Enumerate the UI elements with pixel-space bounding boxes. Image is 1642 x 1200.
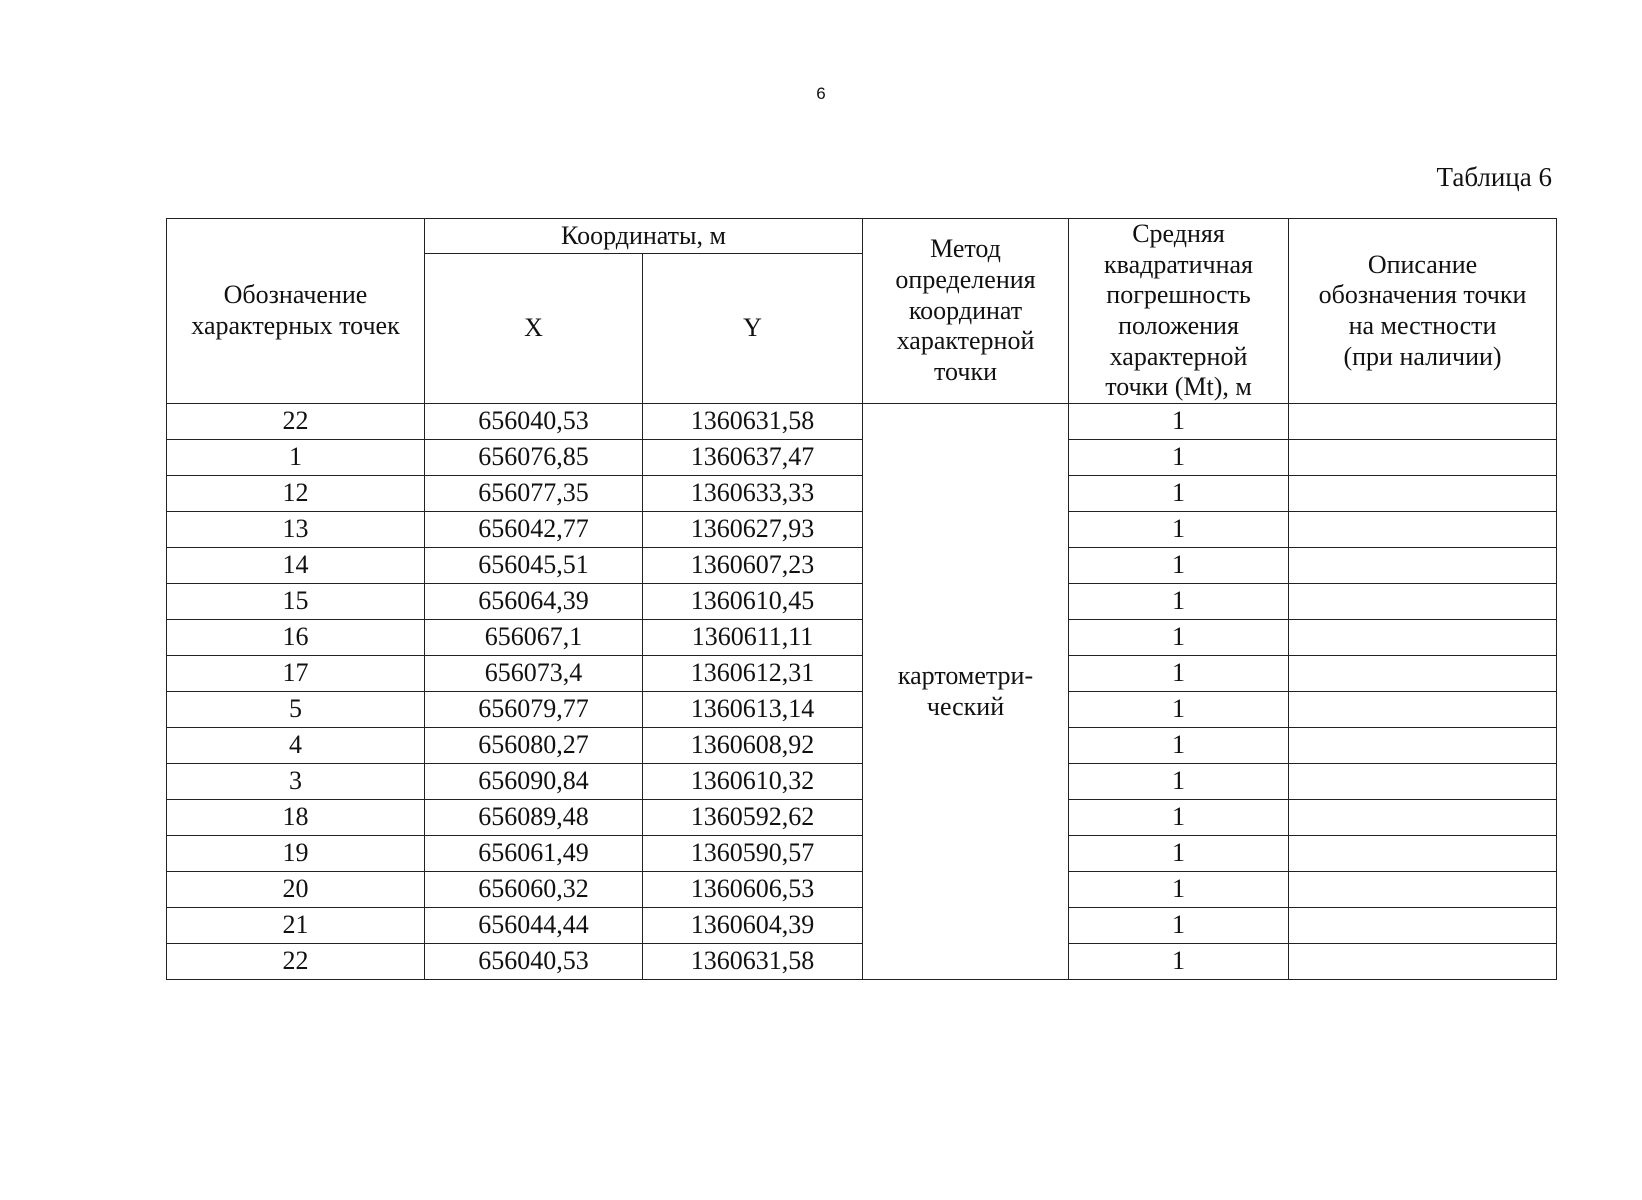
cell-description bbox=[1289, 548, 1557, 584]
table-row bbox=[167, 584, 1557, 620]
cell-description bbox=[1289, 836, 1557, 872]
cell-description bbox=[1289, 476, 1557, 512]
cell-y: 1360610,32 bbox=[643, 764, 863, 800]
cell-y: 1360613,14 bbox=[643, 692, 863, 728]
table-caption: Таблица 6 bbox=[1436, 162, 1552, 192]
cell-x: 656077,35 bbox=[425, 476, 643, 512]
cell-method: картометри- ческий bbox=[863, 404, 1069, 980]
cell-point: 14 bbox=[167, 548, 425, 584]
cell-y: 1360631,58 bbox=[643, 944, 863, 980]
header-method: Метод определения координат характерной точки bbox=[863, 219, 1069, 404]
cell-y: 1360590,57 bbox=[643, 836, 863, 872]
cell-description bbox=[1289, 944, 1557, 980]
cell-x: 656064,39 bbox=[425, 584, 643, 620]
cell-mt: 1 bbox=[1069, 764, 1289, 800]
cell-y: 1360631,58 bbox=[643, 404, 863, 440]
header-coordinates: Координаты, м bbox=[425, 219, 863, 254]
cell-y: 1360611,11 bbox=[643, 620, 863, 656]
cell-description bbox=[1289, 512, 1557, 548]
cell-mt: 1 bbox=[1069, 656, 1289, 692]
cell-point: 17 bbox=[167, 656, 425, 692]
cell-point: 16 bbox=[167, 620, 425, 656]
cell-mt: 1 bbox=[1069, 692, 1289, 728]
header-point-designation: Обозначение характерных точек bbox=[167, 219, 425, 404]
cell-x: 656080,27 bbox=[425, 728, 643, 764]
cell-x: 656073,4 bbox=[425, 656, 643, 692]
cell-x: 656045,51 bbox=[425, 548, 643, 584]
cell-mt: 1 bbox=[1069, 440, 1289, 476]
cell-point: 19 bbox=[167, 836, 425, 872]
cell-point: 20 bbox=[167, 872, 425, 908]
table-row bbox=[167, 548, 1557, 584]
cell-point: 22 bbox=[167, 404, 425, 440]
table-row bbox=[167, 440, 1557, 476]
cell-mt: 1 bbox=[1069, 908, 1289, 944]
cell-description bbox=[1289, 764, 1557, 800]
cell-x: 656060,32 bbox=[425, 872, 643, 908]
table-row bbox=[167, 800, 1557, 836]
page-number: 6 bbox=[816, 84, 826, 103]
header-x: X bbox=[425, 254, 643, 404]
table-row bbox=[167, 764, 1557, 800]
cell-mt: 1 bbox=[1069, 404, 1289, 440]
header-y: Y bbox=[643, 254, 863, 404]
table-row bbox=[167, 836, 1557, 872]
cell-description bbox=[1289, 872, 1557, 908]
cell-y: 1360592,62 bbox=[643, 800, 863, 836]
cell-y: 1360633,33 bbox=[643, 476, 863, 512]
table-row bbox=[167, 908, 1557, 944]
cell-x: 656044,44 bbox=[425, 908, 643, 944]
cell-mt: 1 bbox=[1069, 548, 1289, 584]
cell-y: 1360604,39 bbox=[643, 908, 863, 944]
table-row bbox=[167, 476, 1557, 512]
cell-mt: 1 bbox=[1069, 836, 1289, 872]
cell-y: 1360607,23 bbox=[643, 548, 863, 584]
cell-description bbox=[1289, 656, 1557, 692]
cell-description bbox=[1289, 404, 1557, 440]
cell-y: 1360627,93 bbox=[643, 512, 863, 548]
cell-point: 18 bbox=[167, 800, 425, 836]
cell-mt: 1 bbox=[1069, 728, 1289, 764]
cell-x: 656089,48 bbox=[425, 800, 643, 836]
cell-description bbox=[1289, 800, 1557, 836]
cell-x: 656042,77 bbox=[425, 512, 643, 548]
cell-mt: 1 bbox=[1069, 944, 1289, 980]
table-row bbox=[167, 512, 1557, 548]
cell-point: 3 bbox=[167, 764, 425, 800]
table-row bbox=[167, 944, 1557, 980]
cell-point: 5 bbox=[167, 692, 425, 728]
cell-mt: 1 bbox=[1069, 476, 1289, 512]
cell-description bbox=[1289, 620, 1557, 656]
table-row bbox=[167, 728, 1557, 764]
coordinates-table bbox=[166, 218, 1557, 980]
cell-x: 656079,77 bbox=[425, 692, 643, 728]
cell-point: 15 bbox=[167, 584, 425, 620]
cell-y: 1360608,92 bbox=[643, 728, 863, 764]
cell-description bbox=[1289, 440, 1557, 476]
cell-description bbox=[1289, 908, 1557, 944]
cell-x: 656061,49 bbox=[425, 836, 643, 872]
cell-x: 656076,85 bbox=[425, 440, 643, 476]
header-description: Описание обозначения точки на местности (при наличии) bbox=[1289, 219, 1557, 404]
cell-point: 13 bbox=[167, 512, 425, 548]
cell-point: 21 bbox=[167, 908, 425, 944]
cell-point: 1 bbox=[167, 440, 425, 476]
cell-x: 656067,1 bbox=[425, 620, 643, 656]
cell-x: 656040,53 bbox=[425, 944, 643, 980]
cell-description bbox=[1289, 728, 1557, 764]
cell-point: 4 bbox=[167, 728, 425, 764]
cell-mt: 1 bbox=[1069, 512, 1289, 548]
table-row bbox=[167, 692, 1557, 728]
cell-y: 1360637,47 bbox=[643, 440, 863, 476]
cell-point: 22 bbox=[167, 944, 425, 980]
cell-mt: 1 bbox=[1069, 620, 1289, 656]
cell-y: 1360610,45 bbox=[643, 584, 863, 620]
table-body bbox=[167, 404, 1557, 980]
cell-mt: 1 bbox=[1069, 584, 1289, 620]
cell-y: 1360606,53 bbox=[643, 872, 863, 908]
table-row bbox=[167, 872, 1557, 908]
cell-y: 1360612,31 bbox=[643, 656, 863, 692]
cell-mt: 1 bbox=[1069, 800, 1289, 836]
cell-description bbox=[1289, 584, 1557, 620]
table-row bbox=[167, 404, 1557, 440]
cell-x: 656040,53 bbox=[425, 404, 643, 440]
cell-description bbox=[1289, 692, 1557, 728]
cell-x: 656090,84 bbox=[425, 764, 643, 800]
table-row bbox=[167, 656, 1557, 692]
cell-point: 12 bbox=[167, 476, 425, 512]
table-row bbox=[167, 620, 1557, 656]
header-accuracy: Средняя квадратичная погрешность положения характерной точки (Mt), м bbox=[1069, 219, 1289, 404]
cell-mt: 1 bbox=[1069, 872, 1289, 908]
